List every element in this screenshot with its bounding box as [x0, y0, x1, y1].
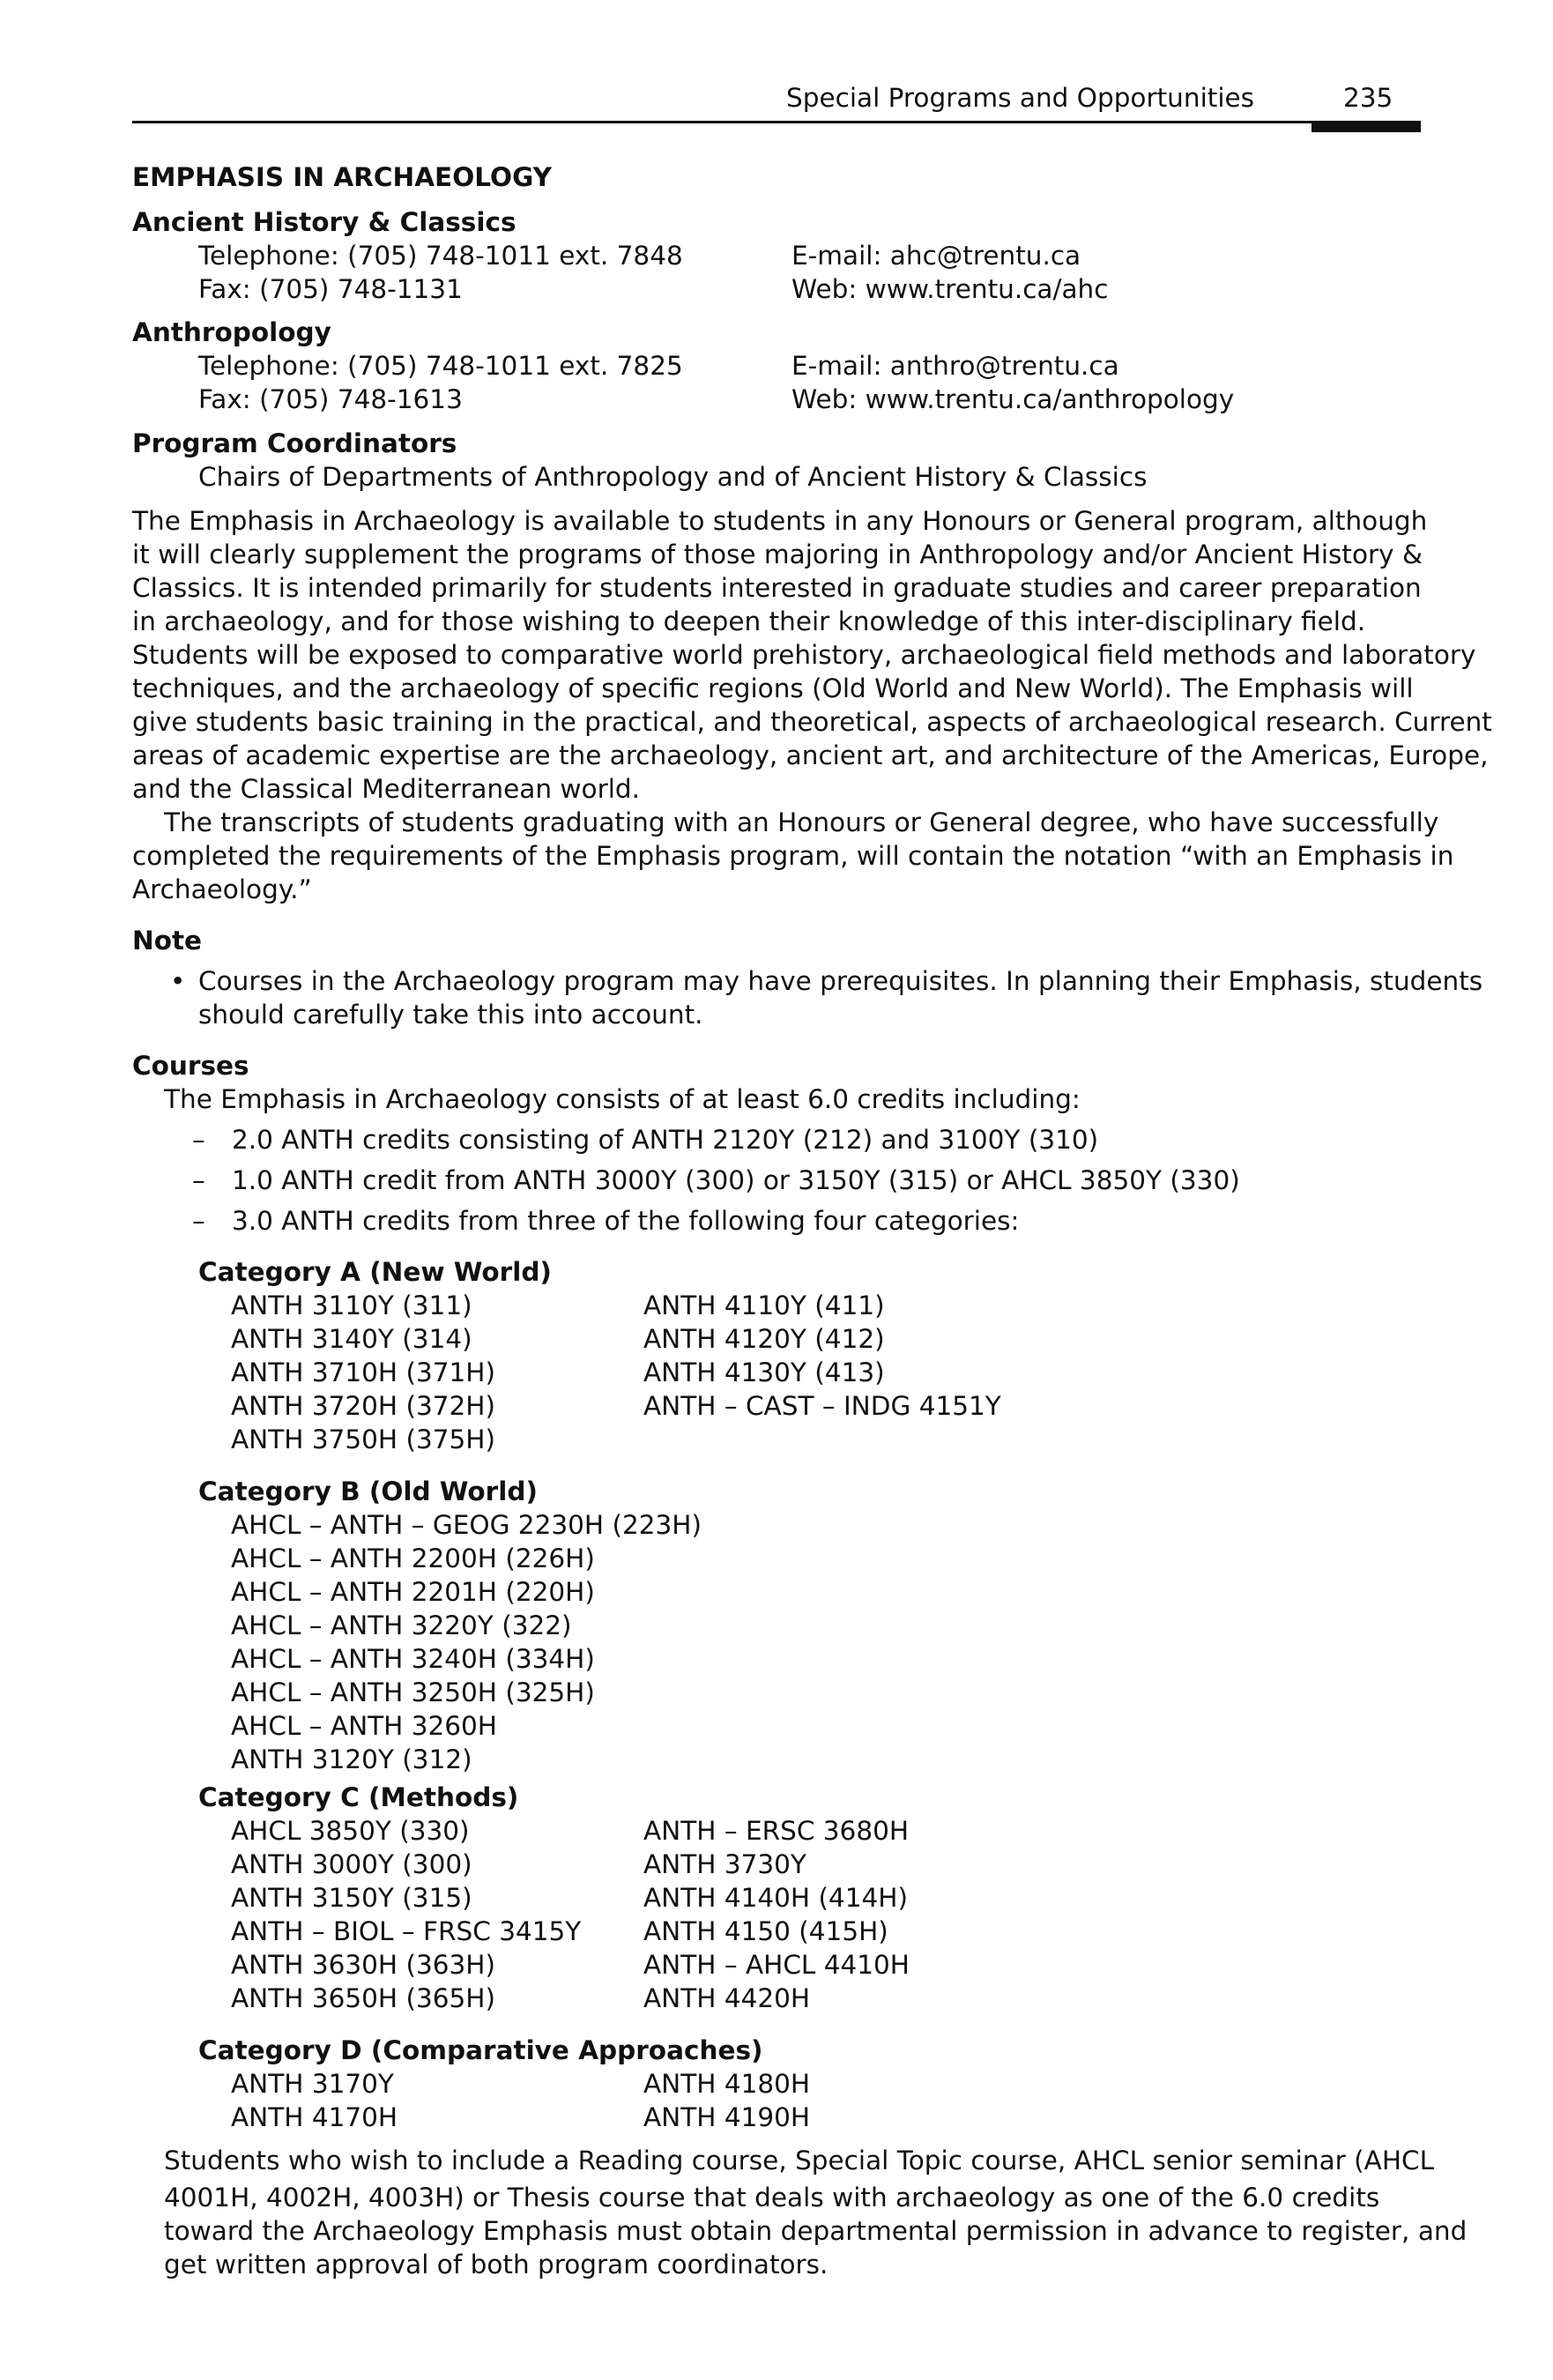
requirement-item: 3.0 ANTH credits from three of the following four categories:: [232, 1206, 1020, 1236]
closing-line: 4001H, 4002H, 4003H) or Thesis course that deals with archaeology as one of the 6.0 credits: [164, 2183, 1380, 2213]
course-code: ANTH – AHCL 4410H: [643, 1950, 910, 1980]
coordinators-text: Chairs of Departments of Anthropology and of Ancient History & Classics: [198, 462, 1148, 492]
header-rule: [132, 121, 1419, 123]
intro-line: areas of academic expertise are the archaeology, ancient art, and architecture of the Americas, Europe,: [132, 740, 1489, 770]
course-code: ANTH 4150 (415H): [643, 1916, 888, 1946]
course-code: AHCL – ANTH 3220Y (322): [231, 1610, 572, 1640]
course-code: ANTH 4140H (414H): [643, 1883, 908, 1913]
category-heading: Category C (Methods): [198, 1782, 519, 1812]
transcript-line: The transcripts of students graduating with an Honours or General degree, who have successfully: [164, 807, 1439, 837]
closing-line: get written approval of both program coordinators.: [164, 2250, 829, 2280]
course-code: ANTH 3630H (363H): [231, 1950, 495, 1980]
page-number: 235: [1343, 83, 1393, 113]
dash-icon: –: [192, 1206, 205, 1236]
dept-email[interactable]: E-mail: anthro@trentu.ca: [791, 351, 1119, 381]
course-code: ANTH 3150Y (315): [231, 1883, 472, 1913]
course-code: AHCL 3850Y (330): [231, 1816, 470, 1846]
course-code: ANTH 3710H (371H): [231, 1357, 495, 1387]
course-code: ANTH 3170Y: [231, 2069, 394, 2099]
note-heading: Note: [132, 926, 203, 956]
intro-line: techniques, and the archaeology of specific regions (Old World and New World). The Emphasis will: [132, 673, 1414, 703]
dept-telephone: Telephone: (705) 748-1011 ext. 7825: [198, 351, 683, 381]
intro-line: The Emphasis in Archaeology is available to students in any Honours or General program, although: [132, 506, 1428, 536]
dash-icon: –: [192, 1125, 205, 1155]
course-code: ANTH 4420H: [643, 1983, 811, 2013]
course-code: ANTH 3000Y (300): [231, 1849, 472, 1879]
note-line: Courses in the Archaeology program may have prerequisites. In planning their Emphasis, students: [198, 966, 1483, 996]
closing-line: toward the Archaeology Emphasis must obtain departmental permission in advance to register, and: [164, 2216, 1468, 2246]
header-bar: [1312, 121, 1421, 132]
course-code: ANTH 4180H: [643, 2069, 811, 2099]
note-line: should carefully take this into account.: [198, 1000, 703, 1030]
course-code: ANTH 3730Y: [643, 1849, 806, 1879]
coordinators-heading: Program Coordinators: [132, 428, 457, 458]
intro-line: Students will be exposed to comparative world prehistory, archaeological field methods and laboratory: [132, 640, 1476, 670]
dept-fax: Fax: (705) 748-1131: [198, 274, 463, 304]
dept-web[interactable]: Web: www.trentu.ca/anthropology: [791, 384, 1235, 414]
course-code: ANTH – ERSC 3680H: [643, 1816, 910, 1846]
course-code: ANTH – CAST – INDG 4151Y: [643, 1391, 1001, 1421]
course-code: ANTH 4130Y (413): [643, 1357, 885, 1387]
transcript-line: Archaeology.”: [132, 874, 312, 904]
intro-line: give students basic training in the practical, and theoretical, aspects of archaeological research. Current: [132, 707, 1492, 737]
requirement-item: 1.0 ANTH credit from ANTH 3000Y (300) or 3150Y (315) or AHCL 3850Y (330): [232, 1165, 1240, 1195]
bullet-icon: •: [170, 966, 186, 996]
category-heading: Category D (Comparative Approaches): [198, 2035, 763, 2065]
dept-heading: Anthropology: [132, 317, 331, 347]
intro-line: Classics. It is intended primarily for students interested in graduate studies and career preparation: [132, 573, 1422, 603]
running-header-title: Special Programs and Opportunities: [786, 83, 1255, 113]
course-code: AHCL – ANTH 3240H (334H): [231, 1644, 595, 1674]
course-code: ANTH 3140Y (314): [231, 1324, 472, 1354]
page-title: EMPHASIS IN ARCHAEOLOGY: [132, 162, 553, 192]
dept-email[interactable]: E-mail: ahc@trentu.ca: [791, 241, 1081, 271]
course-code: AHCL – ANTH 2201H (220H): [231, 1577, 595, 1607]
course-code: AHCL – ANTH 2200H (226H): [231, 1543, 595, 1573]
intro-line: in archaeology, and for those wishing to deepen their knowledge of this inter-disciplinary field.: [132, 606, 1366, 636]
closing-line: Students who wish to include a Reading course, Special Topic course, AHCL senior seminar (AHCL: [164, 2146, 1435, 2175]
course-code: ANTH – BIOL – FRSC 3415Y: [231, 1916, 582, 1946]
course-code: ANTH 4120Y (412): [643, 1324, 885, 1354]
courses-intro: The Emphasis in Archaeology consists of at least 6.0 credits including:: [164, 1084, 1081, 1114]
transcript-line: completed the requirements of the Emphasis program, will contain the notation “with an Emphasis in: [132, 841, 1454, 871]
course-code: AHCL – ANTH – GEOG 2230H (223H): [231, 1510, 702, 1540]
category-heading: Category A (New World): [198, 1257, 552, 1287]
requirement-item: 2.0 ANTH credits consisting of ANTH 2120Y (212) and 3100Y (310): [232, 1125, 1099, 1155]
course-code: ANTH 3750H (375H): [231, 1424, 495, 1454]
course-code: ANTH 4110Y (411): [643, 1290, 885, 1320]
course-code: ANTH 3650H (365H): [231, 1983, 495, 2013]
course-code: ANTH 3110Y (311): [231, 1290, 472, 1320]
dept-web[interactable]: Web: www.trentu.ca/ahc: [791, 274, 1109, 304]
intro-line: and the Classical Mediterranean world.: [132, 774, 640, 804]
intro-line: it will clearly supplement the programs of those majoring in Anthropology and/or Ancient History &: [132, 539, 1423, 569]
category-heading: Category B (Old World): [198, 1476, 538, 1506]
dept-heading: Ancient History & Classics: [132, 207, 516, 237]
courses-heading: Courses: [132, 1051, 249, 1081]
course-code: ANTH 4190H: [643, 2102, 811, 2132]
course-code: ANTH 3720H (372H): [231, 1391, 495, 1421]
dash-icon: –: [192, 1165, 205, 1195]
course-code: AHCL – ANTH 3260H: [231, 1711, 497, 1741]
course-code: ANTH 4170H: [231, 2102, 398, 2132]
dept-fax: Fax: (705) 748-1613: [198, 384, 463, 414]
course-code: AHCL – ANTH 3250H (325H): [231, 1677, 595, 1707]
course-code: ANTH 3120Y (312): [231, 1744, 472, 1774]
dept-telephone: Telephone: (705) 748-1011 ext. 7848: [198, 241, 683, 271]
